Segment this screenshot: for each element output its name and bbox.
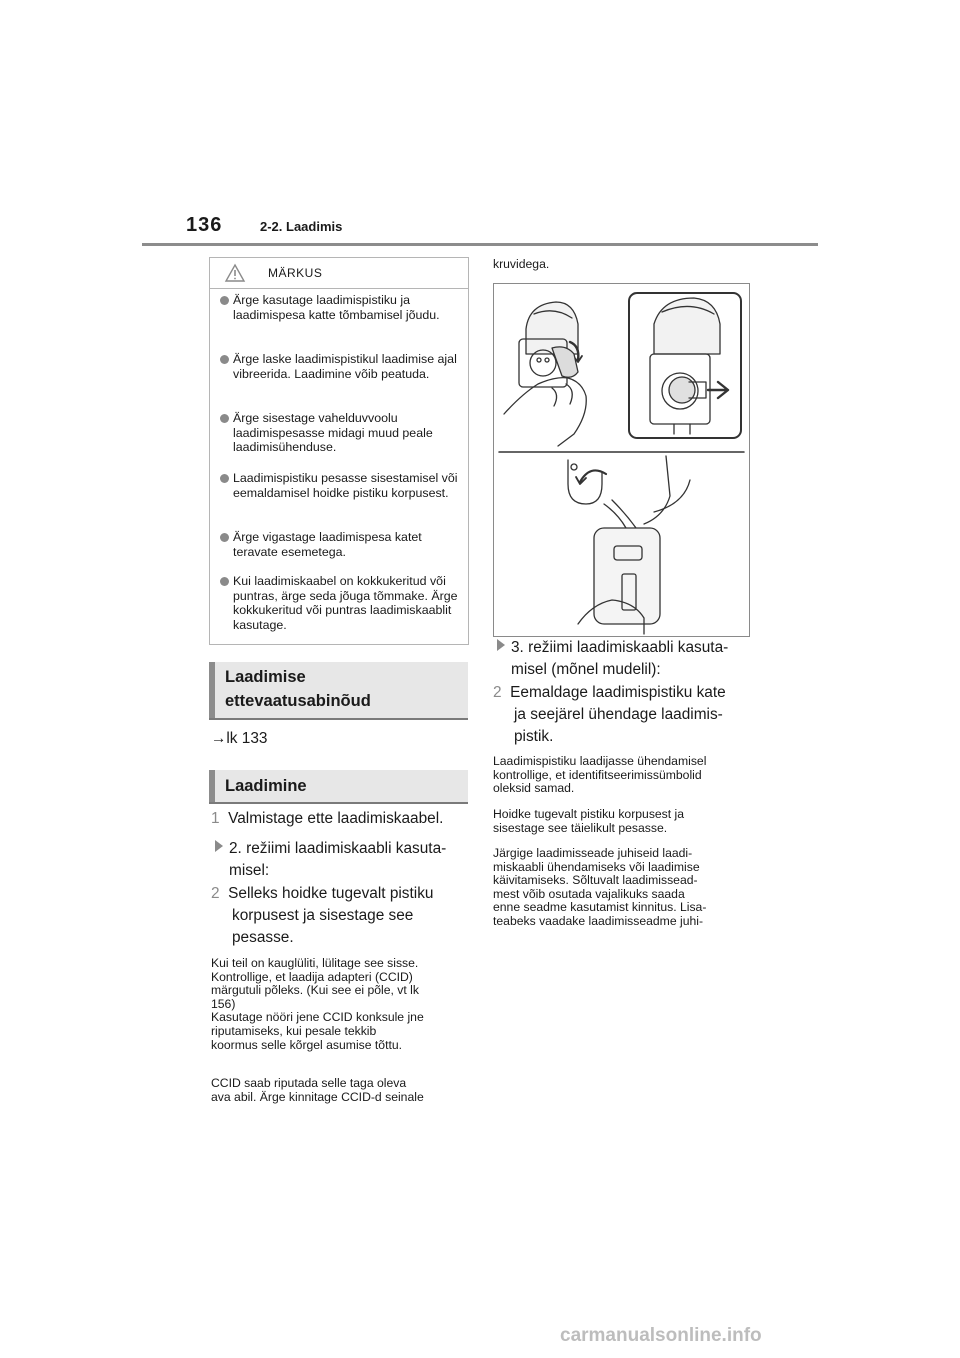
- step-number: 2: [493, 684, 502, 701]
- step-1: 1 Valmistage ette laadimiskaabel.: [211, 810, 444, 827]
- bullet-icon: [220, 533, 229, 542]
- caution-item: Ärge kasutage laadimispistiku ja laadimispesa katte tõmbamisel jõudu.: [220, 293, 462, 322]
- continued-text: kruvidega.: [493, 257, 550, 271]
- right-paragraph-1: Laadimispistiku laadijasse ühendamisel kontrollige, et identifitseerimissümbolid oleksid samad.: [493, 754, 707, 796]
- warning-icon: [224, 263, 246, 283]
- charging-plug-drawing: [494, 284, 749, 636]
- caution-box: [209, 257, 469, 645]
- caution-item: Laadimispistiku pesasse sisestamisel või eemaldamisel hoidke pistiku korpusest.: [220, 471, 462, 500]
- caution-item: Ärge sisestage vahelduvvoolu laadimispesasse midagi muud peale laadimisühenduse.: [220, 411, 462, 455]
- step-2-left: 2 Selleks hoidke tugevalt pistiku korpusest ja sisestage see pesasse.: [211, 885, 434, 946]
- heading-rule: [209, 718, 468, 720]
- mode-2-instruction: 2. režiimi laadimiskaabli kasuta- misel:: [215, 838, 475, 882]
- right-paragraph-2: Hoidke tugevalt pistiku korpusest ja sisestage see täielikult pesasse.: [493, 807, 685, 835]
- bullet-icon: [220, 296, 229, 305]
- page-reference-link[interactable]: →lk 133: [211, 730, 268, 747]
- caution-title: MÄRKUS: [268, 266, 323, 280]
- watermark: carmanualsonline.info: [560, 1325, 762, 1346]
- page-number: 136: [186, 214, 223, 236]
- caution-header: [210, 258, 468, 289]
- section-heading-charging: Laadimine: [209, 770, 468, 802]
- caution-item: Ärge laske laadimispistikul laadimise ajal vibreerida. Laadimine võib peatuda.: [220, 352, 462, 381]
- step-number: 1: [211, 810, 220, 827]
- bullet-icon: [220, 355, 229, 364]
- section-heading-precautions: Laadimise ettevaatusabinõud: [209, 662, 468, 718]
- bullet-icon: [220, 414, 229, 423]
- mode-3-instruction: 3. režiimi laadimiskaabli kasuta- misel (mõnel mudelil):: [497, 637, 757, 681]
- step-2-right: 2 Eemaldage laadimispistiku kate ja seejärel ühendage laadimis- pistik.: [493, 684, 726, 745]
- charging-illustration: [493, 283, 750, 637]
- section-header: 2-2. Laadimis: [260, 219, 343, 234]
- left-paragraph-1: Kui teil on kauglüliti, lülitage see sisse. Kontrollige, et laadija adapteri (CCID) märgutuli põleks. (Kui see ei põle, vt lk 156) Kasutage nööri jene CCID konksule jne riputamiseks, kui pesale tekkib koormus selle kõrgel asumise tõttu.: [211, 956, 424, 1052]
- caution-item: Kui laadimiskaabel on kokkukeritud või puntras, ärge seda jõuga tõmmake. Ärge kokkukeritud või puntras laadimiskaablit kasutage.: [220, 574, 462, 632]
- bullet-icon: [220, 577, 229, 586]
- triangle-bullet-icon: [497, 639, 505, 651]
- heading-rule: [209, 802, 468, 804]
- bullet-icon: [220, 474, 229, 483]
- right-paragraph-3: Järgige laadimisseade juhiseid laadi- miskaabli ühendamiseks või laadimise käivitamiseks. Sõltuvalt laadimissead- mest võib osutada vajalikuks saada enne seadme kasutamist kinnitus. Lisa- teabeks vaadake laadimisseadme juhi-: [493, 846, 707, 928]
- header-rule: [142, 243, 818, 246]
- triangle-bullet-icon: [215, 840, 223, 852]
- step-number: 2: [211, 885, 220, 902]
- left-paragraph-2: CCID saab riputada selle taga oleva ava abil. Ärge kinnitage CCID-d seinale: [211, 1076, 424, 1104]
- caution-item: Ärge vigastage laadimispesa katet teravate esemetega.: [220, 530, 462, 559]
